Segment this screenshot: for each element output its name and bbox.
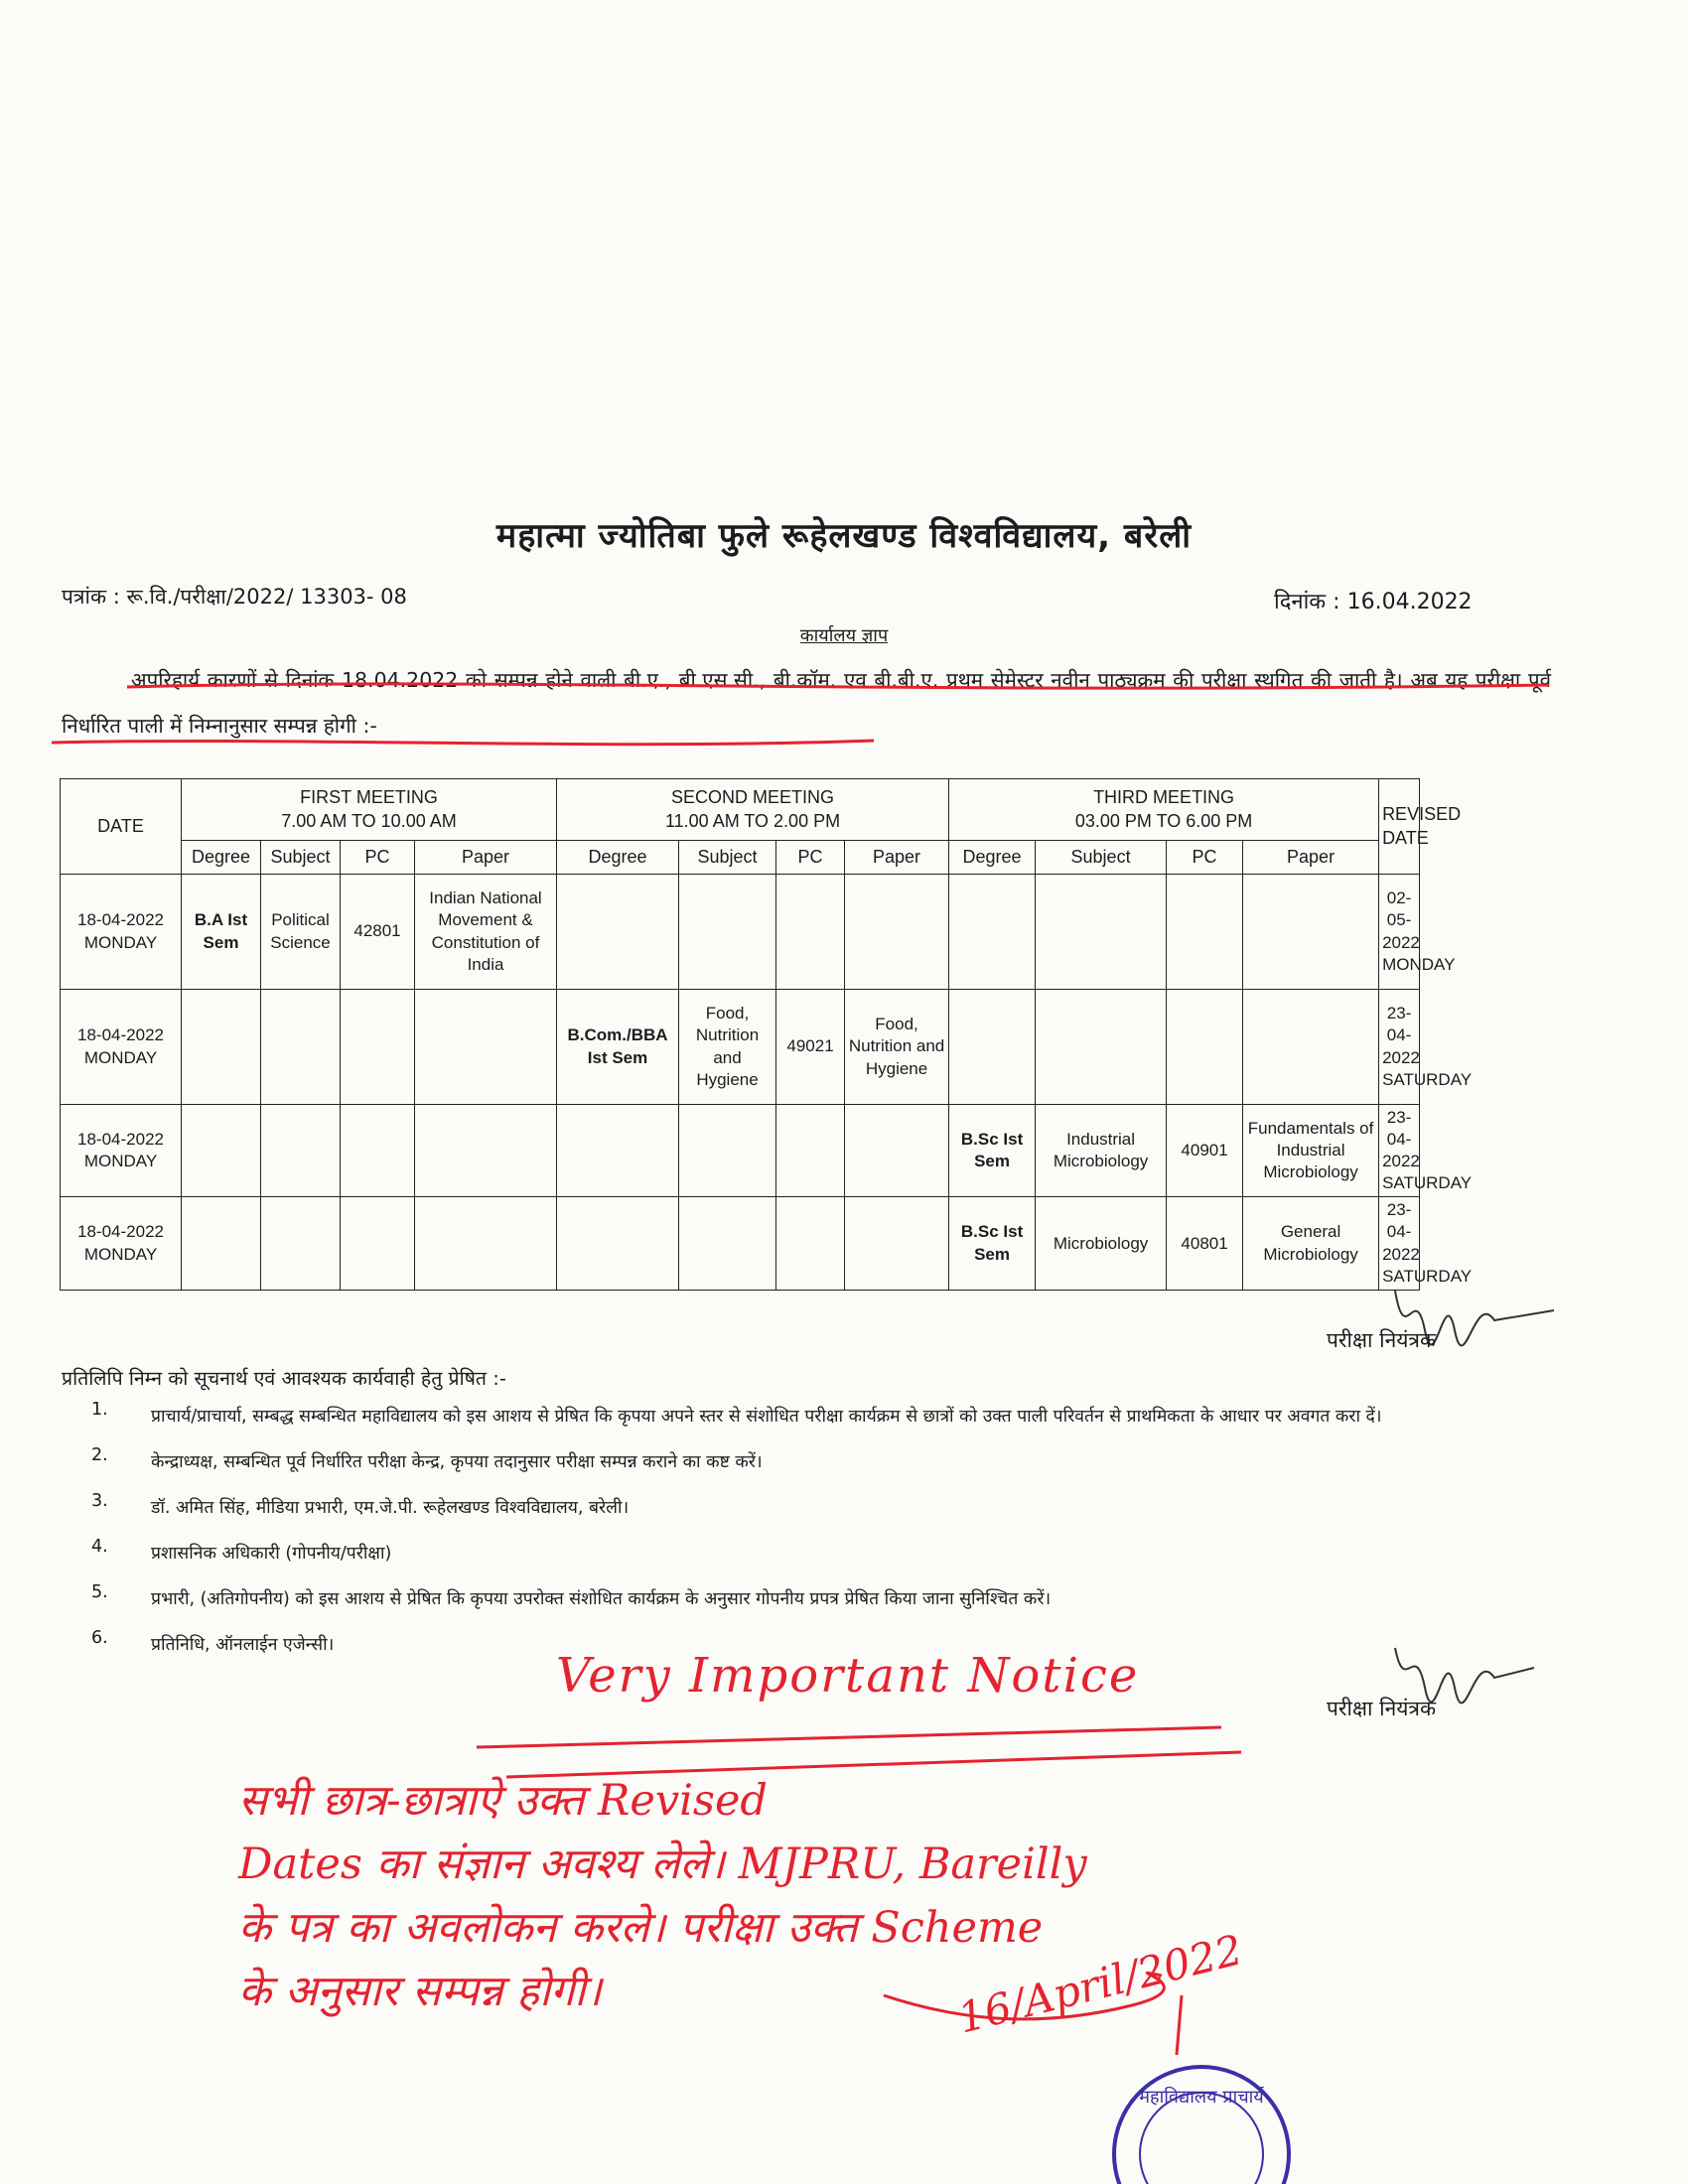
list-item: 3. डॉ. अमित सिंह, मीडिया प्रभारी, एम.जे.पी. रूहेलखण्ड विश्वविद्यालय, बरेली। [91,1491,630,1518]
cell-paper: Indian National Movement & Constitution of India [415,875,557,990]
row-revised-date: 23-04-2022 SATURDAY [1379,990,1420,1105]
reference-number: पत्रांक : रू.वि./परीक्षा/2022/ 13303- 08 [62,585,407,609]
row-revised-date: 23-04-2022 SATURDAY [1379,1105,1420,1197]
handwritten-title: Very Important Notice [556,1648,1140,1704]
row-date: 18-04-2022 MONDAY [61,990,182,1105]
header-third-meeting: THIRD MEETING 03.00 PM TO 6.00 PM [949,779,1379,841]
stamp-text: महाविद्यालय प्राचार्य [1139,2087,1264,2108]
col-subject: Subject [1036,841,1167,875]
header-revised-date: REVISED DATE [1379,779,1420,875]
list-item: 4. प्रशासनिक अधिकारी (गोपनीय/परीक्षा) [91,1537,392,1564]
copy-to-heading: प्रतिलिपि निम्न को सूचनार्थ एवं आवश्यक कार्यवाही हेतु प्रेषित :- [62,1367,506,1390]
cell-subject: Microbiology [1036,1197,1167,1290]
row-date: 18-04-2022 MONDAY [61,1105,182,1197]
header-first-meeting: FIRST MEETING 7.00 AM TO 10.00 AM [182,779,557,841]
cell-degree: B.Sc Ist Sem [949,1105,1036,1197]
row-revised-date: 02-05-2022 MONDAY [1379,875,1420,990]
col-subject: Subject [261,841,341,875]
cell-subject: Industrial Microbiology [1036,1105,1167,1197]
cell-pc: 42801 [341,875,415,990]
row-date: 18-04-2022 MONDAY [61,1197,182,1290]
cell-pc: 40901 [1167,1105,1243,1197]
issue-date: दिनांक : 16.04.2022 [1274,590,1473,614]
col-paper: Paper [1243,841,1379,875]
list-item: 2. केन्द्राध्यक्ष, सम्बन्धित पूर्व निर्धारित परीक्षा केन्द्र, कृपया तदानुसार परीक्षा सम्पन्न कराने का कष्ट करें। [91,1445,763,1472]
handwritten-message: सभी छात्र-छात्राऐ उक्त Revised Dates का संज्ञान अवश्य लेले। MJPRU, Bareilly के पत्र का अवलोकन करले। परीक्षा उक्त Scheme के अनुसार सम्पन्न होगी। [238,1776,1087,2016]
university-name: महात्मा ज्योतिबा फुले रूहेलखण्ड विश्वविद्यालय, बरेली [495,516,1193,556]
cell-degree: B.Sc Ist Sem [949,1197,1036,1290]
col-pc: PC [776,841,845,875]
cell-pc: 49021 [776,990,845,1105]
cell-degree: B.A Ist Sem [182,875,261,990]
signatory-title: परीक्षा नियंत्रक [1327,1697,1437,1720]
row-date: 18-04-2022 MONDAY [61,875,182,990]
row-revised-date: 23-04-2022 SATURDAY [1379,1197,1420,1290]
col-degree: Degree [557,841,679,875]
cell-subject: Political Science [261,875,341,990]
list-item: 1. प्राचार्य/प्राचार्या, सम्बद्ध सम्बन्धित महाविद्यालय को इस आशय से प्रेषित कि कृपया अपने स्तर से संशोधित परीक्षा कार्यक्रम से छात्रों को उक्त पाली परिवर्तन से प्राथमिकता के आधार पर अवगत करा दें। [91,1400,1382,1427]
col-pc: PC [341,841,415,875]
col-degree: Degree [182,841,261,875]
cell-paper: Fundamentals of Industrial Microbiology [1243,1105,1379,1197]
col-degree: Degree [949,841,1036,875]
col-subject: Subject [679,841,776,875]
col-pc: PC [1167,841,1243,875]
col-paper: Paper [845,841,949,875]
cell-paper: General Microbiology [1243,1197,1379,1290]
cell-subject: Food, Nutrition and Hygiene [679,990,776,1105]
list-item: 5. प्रभारी, (अतिगोपनीय) को इस आशय से प्रेषित कि कृपया उपरोक्त संशोधित कार्यक्रम के अनुसार गोपनीय प्रपत्र प्रेषित किया जाना सुनिश्चित करें। [91,1582,1052,1609]
cell-pc: 40801 [1167,1197,1243,1290]
notice-intro: अपरिहार्य कारणों से दिनांक 18.04.2022 को सम्पन्न होने वाली बी.ए., बी.एस.सी., बी.कॉम. एव बी.बी.ए. प्रथम सेमेस्टर नवीन पाठ्यक्रम की परीक्षा स्थगित की जाती है। अब यह परीक्षा पूर्व निर्धारित पाली में निम्नानुसार सम्पन्न होगी :- [62,668,1551,738]
handwritten-date: 16/April/2022 [953,1925,1247,2043]
list-item: 6. प्रतिनिधि, ऑनलाईन एजेन्सी। [91,1628,335,1655]
header-second-meeting: SECOND MEETING 11.00 AM TO 2.00 PM [557,779,949,841]
college-stamp [1102,2045,1301,2184]
col-paper: Paper [415,841,557,875]
notice-heading: कार्यालय ज्ञाप [799,625,889,646]
signatory-title: परीक्षा नियंत्रक [1327,1328,1437,1352]
cell-paper: Food, Nutrition and Hygiene [845,990,949,1105]
header-date: DATE [61,779,182,875]
cell-degree: B.Com./BBA Ist Sem [557,990,679,1105]
